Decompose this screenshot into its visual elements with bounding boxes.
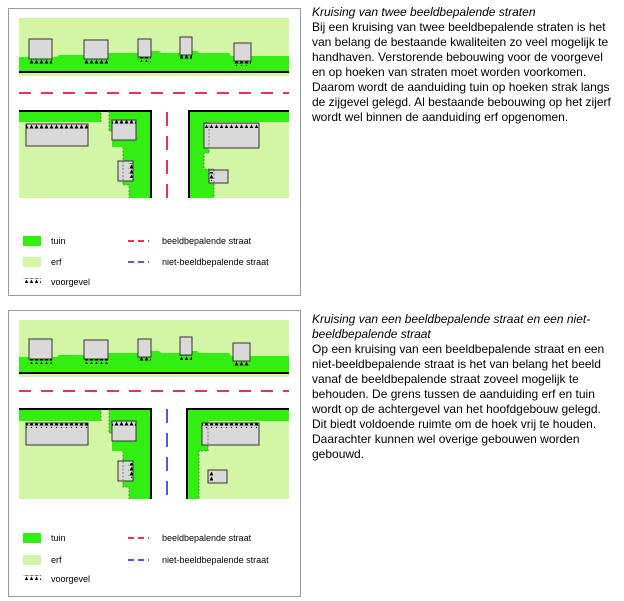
caption-title: Kruising van twee beeldbepalende straten <box>312 5 536 19</box>
legend-swatch-voorgevel <box>23 575 41 580</box>
legend-label-beeldbepalende: beeldbepalende straat <box>162 236 252 246</box>
legend-label-voorgevel: voorgevel <box>51 574 91 584</box>
building <box>84 40 108 59</box>
legend-swatch-erf <box>23 555 41 565</box>
legend-label-tuin: tuin <box>51 236 66 246</box>
map-diagram <box>9 311 300 596</box>
building <box>29 339 52 359</box>
building <box>233 343 250 361</box>
caption-section-1 <box>312 5 617 125</box>
building <box>234 43 251 61</box>
legend-label-niet-beeldbepalende: niet-beeldbepalende straat <box>162 257 269 267</box>
legend-swatch-voorgevel <box>23 278 41 283</box>
legend-label-voorgevel: voorgevel <box>51 277 91 287</box>
legend-label-beeldbepalende: beeldbepalende straat <box>162 533 252 543</box>
legend-label-erf: erf <box>51 257 62 267</box>
building <box>180 337 192 355</box>
caption-title: Kruising van een beeldbepalende straat en een niet-beeldbepalende straat <box>312 312 591 341</box>
diagram-beeldbepalende-and-niet-beeldbepalende-street <box>8 310 301 597</box>
building <box>29 39 52 59</box>
building <box>138 39 151 57</box>
building <box>138 339 151 357</box>
map-diagram <box>9 9 300 295</box>
caption-section-2 <box>312 312 617 462</box>
building <box>180 37 192 55</box>
legend-label-erf: erf <box>51 555 62 565</box>
building <box>84 340 108 359</box>
caption-body: Bij een kruising van twee beeldbepalende straten is het van belang de bestaande kwaliteiten zo veel mogelijk te handhaven. Verstorende bebouwing voor de voorgevel en op hoeken van straten moet worden voorkomen. Daarom wordt de aanduiding tuin op hoeken strak langs de zijgevel gelegd. Al bestaande bebouwing op het zijerf wordt wel binnen de aanduiding erf opgenomen. <box>312 20 611 124</box>
legend-label-tuin: tuin <box>51 533 66 543</box>
legend-label-niet-beeldbepalende: niet-beeldbepalende straat <box>162 555 269 565</box>
diagram-two-beeldbepalende-streets <box>8 8 301 296</box>
legend-swatch-tuin <box>23 533 41 543</box>
caption-body: Op een kruising van een beeldbepalende straat en een niet-beeldbepalende straat is het van belang het beeld vanaf de beeldbepalende straat zoveel mogelijk te behouden. De grens tussen de aanduiding erf en tuin wordt op de achtergevel van het hoofdgebouw gelegd. Dit biedt voldoende ruimte om de hoek vrij te houden. Daarachter kunnen wel overige gebouwen worden gebouwd. <box>312 342 605 461</box>
legend-swatch-tuin <box>23 236 41 246</box>
legend-swatch-erf <box>23 257 41 267</box>
